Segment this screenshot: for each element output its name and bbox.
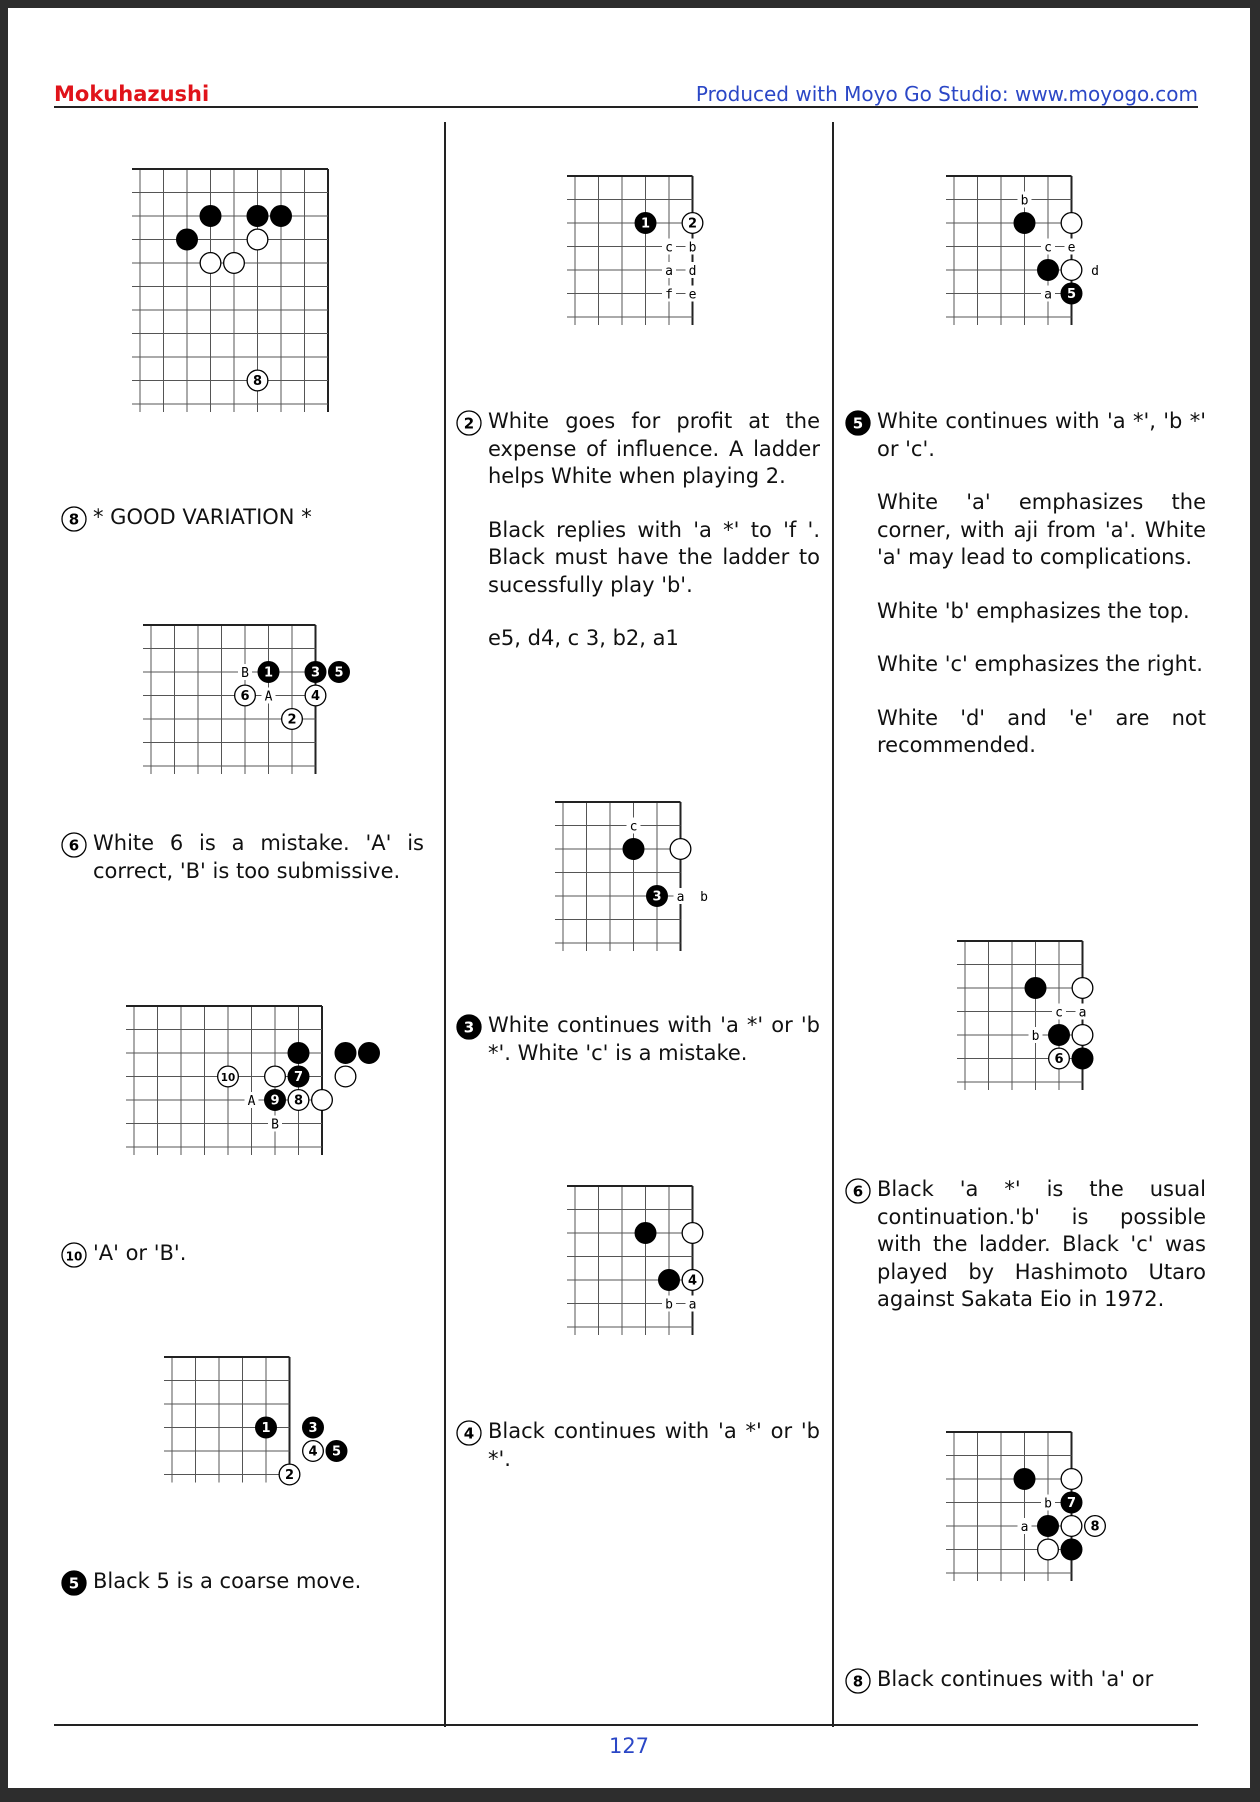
point-label: b <box>1020 193 1029 209</box>
svg-text:3: 3 <box>652 889 662 905</box>
white-stone <box>247 370 268 391</box>
caption-paragraph: White 'a' emphasizes the corner, with aji from 'a'. White 'a' may lead to complications. <box>877 490 1206 569</box>
column-divider-1 <box>444 122 446 1727</box>
white-stone <box>265 1066 286 1087</box>
white-stone <box>218 1066 239 1087</box>
caption-6 <box>455 1012 820 1067</box>
black-stone <box>659 1270 680 1291</box>
svg-text:10: 10 <box>220 1072 236 1085</box>
svg-text:2: 2 <box>284 1468 295 1484</box>
black-stone <box>1072 1048 1093 1069</box>
black-stone <box>635 213 656 234</box>
white-stone <box>670 839 691 860</box>
black-stone <box>623 839 644 860</box>
white-stone <box>62 1243 86 1267</box>
black-stone <box>1038 1516 1059 1537</box>
caption-text <box>488 408 820 653</box>
caption-paragraph: White 'b' emphasizes the top. <box>877 598 1190 623</box>
point-label: A <box>264 689 273 705</box>
svg-text:4: 4 <box>310 689 321 705</box>
white-stone <box>305 685 326 706</box>
point-label: a <box>1020 1520 1029 1535</box>
black-stone <box>1061 1539 1082 1560</box>
white-stone <box>335 1066 356 1087</box>
caption-3 <box>60 1240 424 1268</box>
white-stone <box>1061 1516 1082 1537</box>
point-label: d <box>688 264 697 279</box>
caption-text <box>93 830 424 885</box>
caption-4 <box>60 1568 424 1596</box>
caption-paragraph: Black 'a *' is the usual continuation.'b' is possible with the ladder. Black 'c' was played by Hashimoto Utaro against Sakata Eio in 1972. <box>877 1177 1206 1311</box>
move-marker-icon <box>844 1177 872 1205</box>
black-stone <box>62 1571 86 1595</box>
caption-text <box>877 1666 1206 1694</box>
point-label: B <box>271 1117 279 1133</box>
point-label: c <box>1055 1005 1063 1021</box>
white-stone <box>682 213 703 234</box>
black-stone <box>635 1223 656 1244</box>
black-stone <box>359 1043 380 1064</box>
svg-text:8: 8 <box>252 374 263 390</box>
white-stone <box>1038 1539 1059 1560</box>
black-stone <box>457 1015 481 1039</box>
white-stone <box>1049 1048 1070 1069</box>
svg-text:8: 8 <box>293 1093 304 1109</box>
svg-text:6: 6 <box>68 836 80 855</box>
svg-text:4: 4 <box>687 1273 698 1289</box>
black-stone <box>303 1417 324 1438</box>
white-stone <box>1072 1025 1093 1046</box>
svg-text:4: 4 <box>308 1444 318 1460</box>
go-diagram-5 <box>565 168 735 353</box>
caption-paragraph: White 6 is a mistake. 'A' is correct, 'B' is too submissive. <box>93 831 424 883</box>
move-marker-icon <box>455 409 483 437</box>
go-diagram-9 <box>955 933 1125 1118</box>
point-label: c <box>1044 240 1052 256</box>
black-stone <box>258 662 279 683</box>
point-label: c <box>665 240 673 256</box>
point-label: B <box>241 666 249 681</box>
svg-text:8: 8 <box>68 510 80 529</box>
white-stone <box>288 1090 309 1111</box>
caption-8 <box>844 408 1206 760</box>
white-stone <box>235 685 256 706</box>
book-title: Mokuhazushi <box>54 82 210 106</box>
black-stone <box>846 411 870 435</box>
caption-text <box>877 1176 1206 1314</box>
black-stone <box>200 206 221 227</box>
point-label: a <box>665 264 673 279</box>
point-label: e <box>1067 240 1076 256</box>
white-stone <box>279 1464 300 1485</box>
move-marker-icon <box>60 1569 88 1597</box>
point-label: b <box>700 890 708 905</box>
caption-text <box>488 1012 820 1067</box>
header-divider <box>54 106 1198 108</box>
svg-text:3: 3 <box>308 1421 318 1437</box>
move-marker-icon <box>844 1667 872 1695</box>
svg-text:10: 10 <box>65 1249 83 1264</box>
white-stone <box>1085 1516 1106 1537</box>
point-label: a <box>1044 287 1052 303</box>
caption-paragraph: White 'c' emphasizes the right. <box>877 652 1203 676</box>
column-divider-2 <box>832 122 834 1727</box>
caption-paragraph: Black replies with 'a *' to 'f '. Black must have the ladder to sucessfully play 'b'. <box>488 517 820 597</box>
caption-text <box>93 504 424 532</box>
go-diagram-2 <box>143 612 344 772</box>
caption-10 <box>844 1666 1206 1694</box>
move-marker-icon <box>60 505 88 533</box>
black-stone <box>335 1043 356 1064</box>
black-stone <box>1038 260 1059 281</box>
svg-text:5: 5 <box>852 414 864 433</box>
svg-text:1: 1 <box>263 665 274 681</box>
caption-text <box>877 408 1206 760</box>
footer-divider <box>54 1724 1198 1726</box>
point-label: c <box>629 819 638 835</box>
caption-paragraph: White continues with 'a *' or 'b *'. White 'c' is a mistake. <box>488 1013 820 1065</box>
point-label: a <box>688 1297 697 1313</box>
white-stone <box>312 1090 333 1111</box>
white-stone <box>62 833 86 857</box>
svg-text:4: 4 <box>463 1424 475 1443</box>
white-stone <box>200 253 221 274</box>
black-stone <box>256 1417 277 1438</box>
svg-text:6: 6 <box>1054 1052 1064 1068</box>
black-stone <box>1061 283 1082 304</box>
white-stone <box>1061 213 1082 234</box>
point-label: f <box>665 287 673 303</box>
caption-7 <box>455 1418 820 1473</box>
black-stone <box>329 662 350 683</box>
svg-text:6: 6 <box>240 689 250 705</box>
black-stone <box>1014 1469 1035 1490</box>
white-stone <box>682 1270 703 1291</box>
svg-text:8: 8 <box>852 1672 864 1691</box>
go-diagram-10 <box>944 1424 1114 1609</box>
svg-text:2: 2 <box>463 414 475 433</box>
black-stone <box>305 662 326 683</box>
white-stone <box>682 1223 703 1244</box>
white-stone <box>224 253 245 274</box>
go-diagram-8 <box>944 168 1114 353</box>
point-label: b <box>1031 1029 1040 1044</box>
caption-text <box>488 1418 820 1473</box>
svg-text:6: 6 <box>852 1182 864 1201</box>
black-stone <box>288 1043 309 1064</box>
point-label: b <box>665 1297 673 1313</box>
caption-paragraph: Black 5 is a coarse move. <box>93 1569 362 1593</box>
svg-text:2: 2 <box>687 216 698 232</box>
caption-paragraph: Black continues with 'a' or <box>877 1667 1154 1691</box>
svg-text:1: 1 <box>261 1421 271 1437</box>
point-label: b <box>1044 1496 1052 1512</box>
svg-text:1: 1 <box>640 216 651 232</box>
white-stone <box>1061 260 1082 281</box>
white-stone <box>1061 1469 1082 1490</box>
point-label: d <box>1091 264 1099 279</box>
black-stone <box>1061 1492 1082 1513</box>
white-stone <box>282 709 303 730</box>
caption-9 <box>844 1176 1206 1314</box>
go-diagram-7 <box>565 1178 735 1363</box>
caption-paragraph: * GOOD VARIATION * <box>93 505 312 529</box>
svg-text:5: 5 <box>331 1444 342 1460</box>
caption-5 <box>455 408 820 653</box>
white-stone <box>247 229 268 250</box>
point-label: A <box>247 1094 256 1109</box>
caption-1 <box>60 504 424 532</box>
white-stone <box>846 1179 870 1203</box>
page-number: 127 <box>608 1734 650 1758</box>
black-stone <box>288 1066 309 1087</box>
point-label: a <box>676 890 685 905</box>
black-stone <box>1014 213 1035 234</box>
white-stone <box>457 1421 481 1445</box>
go-diagram-6 <box>553 794 723 959</box>
black-stone <box>247 206 268 227</box>
svg-text:2: 2 <box>287 712 297 728</box>
svg-text:3: 3 <box>310 665 321 681</box>
caption-paragraph: 'A' or 'B'. <box>93 1241 187 1265</box>
caption-text <box>93 1568 424 1596</box>
white-stone <box>303 1441 324 1462</box>
caption-paragraph: e5, d4, c 3, b2, a1 <box>488 626 679 650</box>
caption-2 <box>60 830 424 885</box>
white-stone <box>1072 978 1093 999</box>
caption-text <box>93 1240 424 1268</box>
black-stone <box>271 206 292 227</box>
svg-text:7: 7 <box>1066 1496 1077 1512</box>
svg-text:5: 5 <box>1066 287 1077 303</box>
svg-text:5: 5 <box>68 1574 80 1593</box>
document-page <box>8 8 1250 1788</box>
move-marker-icon <box>844 409 872 437</box>
producer-link[interactable]: Produced with Moyo Go Studio: www.moyogo.com <box>695 82 1198 106</box>
caption-paragraph: White continues with 'a *', 'b *' or 'c'. <box>877 409 1206 461</box>
point-label: b <box>688 240 697 256</box>
svg-text:8: 8 <box>1090 1519 1100 1535</box>
black-stone <box>177 229 198 250</box>
point-label: a <box>1078 1005 1087 1021</box>
white-stone <box>846 1669 870 1693</box>
black-stone <box>1025 978 1046 999</box>
black-stone <box>647 886 668 907</box>
black-stone <box>1049 1025 1070 1046</box>
caption-paragraph: White 'd' and 'e' are not recommended. <box>877 705 1206 757</box>
point-label: e <box>688 287 697 303</box>
svg-text:3: 3 <box>463 1018 475 1037</box>
white-stone <box>62 507 86 531</box>
move-marker-icon <box>60 831 88 859</box>
go-diagram-3 <box>122 993 362 1178</box>
white-stone <box>457 411 481 435</box>
caption-paragraph: White goes for profit at the expense of influence. A ladder helps White when playing 2. <box>488 409 820 488</box>
caption-paragraph: Black continues with 'a *' or 'b *'. <box>488 1419 820 1471</box>
svg-text:5: 5 <box>334 665 344 681</box>
move-marker-icon <box>60 1241 88 1269</box>
svg-text:7: 7 <box>293 1070 304 1086</box>
svg-text:9: 9 <box>270 1093 280 1109</box>
go-diagram-1 <box>128 156 358 446</box>
go-diagram-4 <box>160 1344 342 1514</box>
black-stone <box>265 1090 286 1111</box>
move-marker-icon <box>455 1013 483 1041</box>
black-stone <box>326 1441 347 1462</box>
move-marker-icon <box>455 1419 483 1447</box>
